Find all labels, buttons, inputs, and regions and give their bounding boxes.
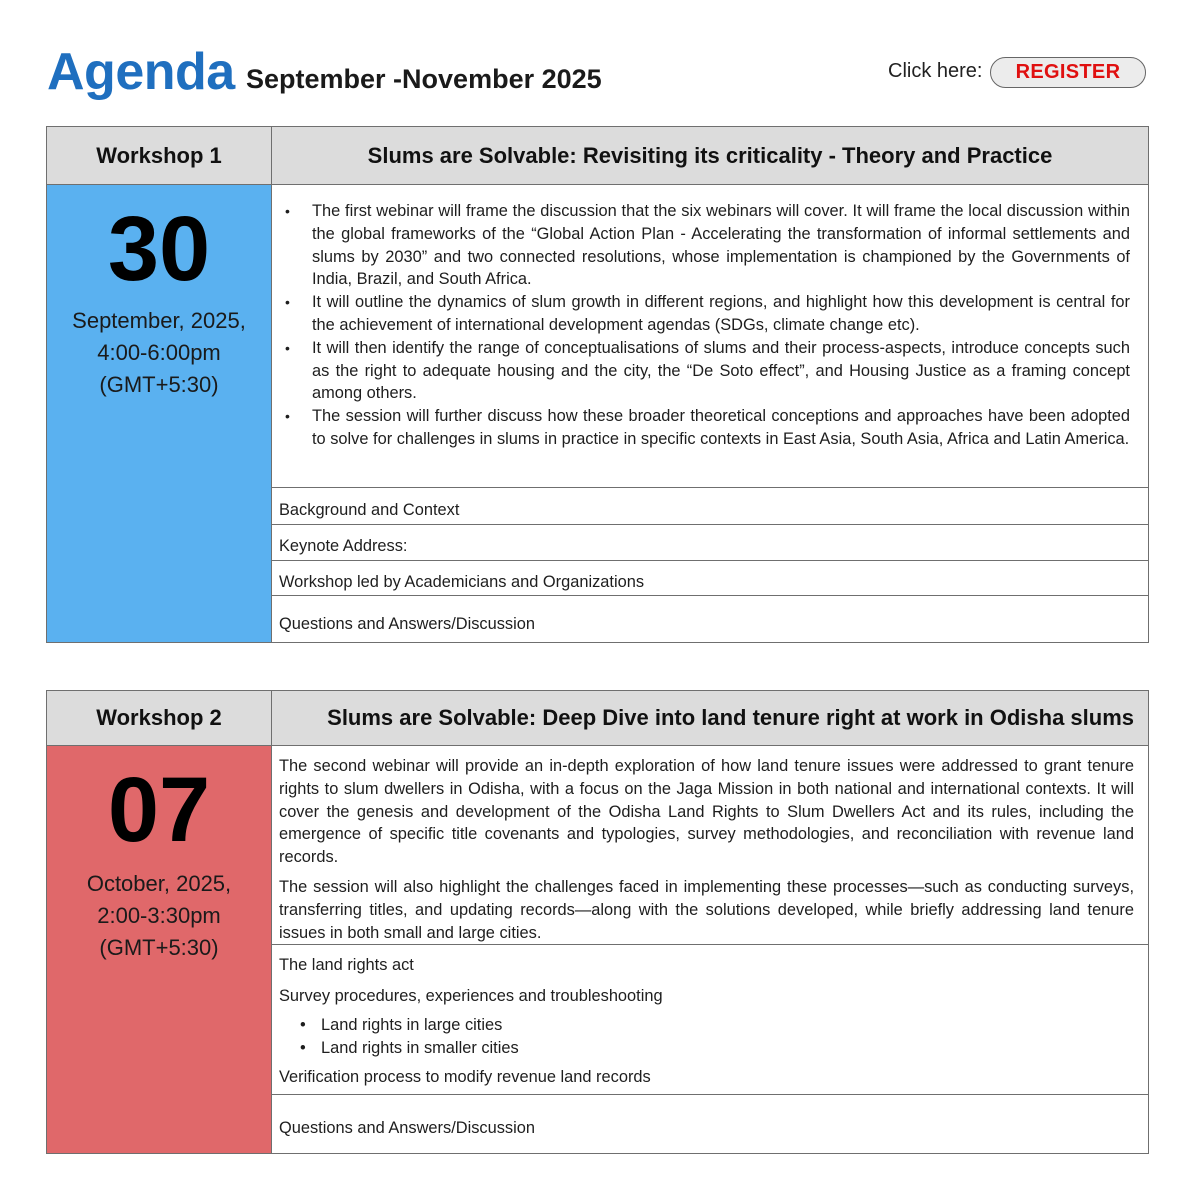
- workshop-2-time: 2:00-3:30pm: [97, 903, 221, 928]
- agenda-subitem: • Land rights in large cities: [300, 1016, 503, 1034]
- workshop-1-label: Workshop 1: [47, 127, 272, 184]
- register-prompt: Click here:: [888, 60, 983, 82]
- workshop-1-time: 4:00-6:00pm: [97, 340, 221, 365]
- list-item: • The first webinar will frame the discussion that the six webinars will cover. It will frame the local discussion within the global frameworks of the “Global Action Plan - Accelerating the transformation of informal settlements and slums by 2030” and two connected resolutions, whose implementation is championed by the Governments of India, Brazil, and South Africa.: [312, 200, 1130, 291]
- workshop-2-description: [272, 746, 1148, 945]
- agenda-item: Questions and Answers/Discussion: [279, 615, 535, 633]
- register-button[interactable]: REGISTER: [990, 57, 1146, 88]
- workshop-1-title: Slums are Solvable: Revisiting its criticality - Theory and Practice: [367, 142, 1053, 168]
- description-paragraph: The second webinar will provide an in-depth exploration of how land tenure issues were addressed to grant tenure rights to slum dwellers in Odisha, with a focus on the Jaga Mission in both national and international contexts. It will cover the genesis and development of the Odisha Land Rights to Slum Dwellers Act and its rules, including the emergence of specific title covenants and typologies, survey methodologies, and reconciliation with revenue land records.: [279, 757, 1134, 867]
- bullet-icon: •: [300, 1016, 306, 1034]
- workshop-1-timezone: (GMT+5:30): [99, 372, 219, 397]
- workshop-1-day: 30: [107, 198, 211, 300]
- workshop-1-date-panel: [47, 185, 272, 642]
- agenda-item: Survey procedures, experiences and troubleshooting: [279, 987, 663, 1005]
- workshop-2-date: [47, 868, 271, 964]
- workshop-2-day: 07: [107, 759, 211, 861]
- agenda-item: Keynote Address:: [272, 525, 1148, 561]
- list-item: • The session will further discuss how these broader theoretical conceptions and approaches have been adopted to solve for challenges in slums in practice in specific contexts in East Asia, South Asia, Africa and Latin America.: [312, 405, 1130, 451]
- agenda-item: Verification process to modify revenue land records: [279, 1068, 651, 1086]
- workshop-2-content: [272, 746, 1148, 1153]
- workshop-2-timezone: (GMT+5:30): [99, 935, 219, 960]
- bullet-icon: •: [300, 1039, 306, 1057]
- workshop-1-date: [47, 305, 271, 401]
- workshop-2-date-panel: [47, 746, 272, 1153]
- agenda-item: Questions and Answers/Discussion: [279, 1119, 535, 1137]
- agenda-item: The land rights act: [279, 956, 414, 974]
- list-item: • It will then identify the range of conceptualisations of slums and their process-aspects, introduce concepts such as the right to adequate housing and the city, the “De Soto effect”, and Housing Justice as a framing concept among others.: [312, 337, 1130, 405]
- page-subtitle: September -November 2025: [246, 64, 602, 94]
- workshop-2-card: [46, 690, 1149, 1154]
- list-item: • It will outline the dynamics of slum growth in different regions, and highlight how this development is central for the achievement of international development agendas (SDGs, climate change etc).: [312, 291, 1130, 337]
- agenda-item: Background and Context: [272, 488, 1148, 525]
- page-title: Agenda: [47, 43, 235, 101]
- description-paragraph: The session will also highlight the challenges faced in implementing these processes—such as conducting surveys, transferring titles, and updating records—along with the solutions developed, while briefly addressing land tenure issues in both small and large cities.: [279, 877, 1134, 942]
- workshop-2-label: Workshop 2: [47, 691, 272, 745]
- workshop-1-description: [272, 185, 1148, 488]
- agenda-subitem: • Land rights in smaller cities: [300, 1039, 519, 1057]
- workshop-1-month-year: September, 2025,: [72, 308, 246, 333]
- page-header: [0, 0, 1200, 120]
- workshop-2-agenda-block: [272, 945, 1148, 1095]
- workshop-1-card: [46, 126, 1149, 643]
- workshop-2-title: Slums are Solvable: Deep Dive into land tenure right at work in Odisha slums: [327, 705, 1134, 730]
- workshop-2-month-year: October, 2025,: [86, 871, 232, 896]
- workshop-1-content: [272, 185, 1148, 642]
- workshop-2-header: [47, 691, 1148, 746]
- agenda-item: Workshop led by Academicians and Organizations: [272, 561, 1148, 596]
- workshop-1-header: [47, 127, 1148, 185]
